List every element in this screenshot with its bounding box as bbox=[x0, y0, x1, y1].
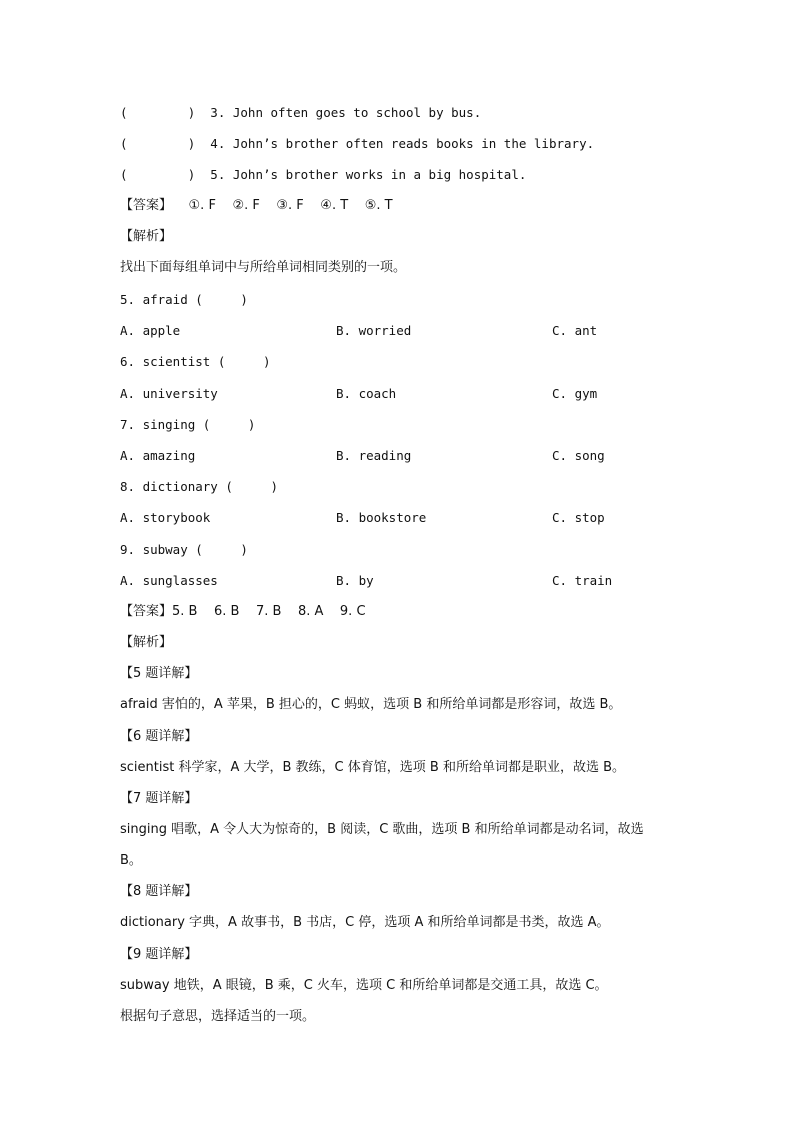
detail-title: 【9 题详解】 bbox=[120, 947, 198, 962]
tf-item-4: ( ) 4. John’s brother often reads books in the library. bbox=[120, 136, 595, 151]
question-stem: 6. scientist ( ) bbox=[120, 354, 271, 369]
detail-text: singing 唱歌，A 令人大为惊奇的，B 阅读，C 歌曲，选项 B 和所给单词都是动名词，故选 bbox=[120, 822, 644, 837]
option-b: B. by bbox=[336, 573, 374, 588]
detail-title: 【8 题详解】 bbox=[120, 884, 198, 899]
next-instruction: 根据句子意思，选择适当的一项。 bbox=[120, 1009, 316, 1024]
option-c: C. stop bbox=[552, 510, 605, 525]
answer-line-1: 【答案】 ①. F ②. F ③. F ④. T ⑤. T bbox=[120, 198, 393, 213]
detail-title: 【5 题详解】 bbox=[120, 666, 198, 681]
option-a: A. university bbox=[120, 386, 218, 401]
analysis-label-2: 【解析】 bbox=[120, 635, 173, 650]
option-a: A. sunglasses bbox=[120, 573, 218, 588]
detail-text: afraid 害怕的，A 苹果，B 担心的，C 蚂蚁，选项 B 和所给单词都是形容词，故选 B。 bbox=[120, 697, 622, 712]
detail-text: dictionary 字典，A 故事书，B 书店，C 停，选项 A 和所给单词都是书类，故选 A。 bbox=[120, 915, 610, 930]
question-stem: 7. singing ( ) bbox=[120, 417, 256, 432]
option-b: B. bookstore bbox=[336, 510, 427, 525]
question-stem: 8. dictionary ( ) bbox=[120, 479, 279, 494]
detail-title: 【6 题详解】 bbox=[120, 729, 198, 744]
option-b: B. worried bbox=[336, 323, 412, 338]
option-b: B. coach bbox=[336, 386, 397, 401]
option-a: A. storybook bbox=[120, 510, 211, 525]
detail-text: scientist 科学家，A 大学，B 教练，C 体育馆，选项 B 和所给单词都是职业，故选 B。 bbox=[120, 760, 626, 775]
analysis-label-1: 【解析】 bbox=[120, 229, 173, 244]
option-a: A. apple bbox=[120, 323, 181, 338]
option-c: C. song bbox=[552, 448, 605, 463]
instruction-text: 找出下面每组单词中与所给单词相同类别的一项。 bbox=[120, 260, 407, 275]
question-stem: 5. afraid ( ) bbox=[120, 292, 248, 307]
detail-text: subway 地铁，A 眼镜，B 乘，C 火车，选项 C 和所给单词都是交通工具，故选 C。 bbox=[120, 978, 608, 993]
option-c: C. train bbox=[552, 573, 613, 588]
question-stem: 9. subway ( ) bbox=[120, 542, 248, 557]
tf-item-5: ( ) 5. John’s brother works in a big hospital. bbox=[120, 167, 527, 182]
detail-text-continued: B。 bbox=[120, 853, 142, 868]
option-b: B. reading bbox=[336, 448, 412, 463]
option-c: C. ant bbox=[552, 323, 598, 338]
answer-line-2: 【答案】5. B 6. B 7. B 8. A 9. C bbox=[120, 604, 366, 619]
tf-item-3: ( ) 3. John often goes to school by bus. bbox=[120, 105, 482, 120]
detail-title: 【7 题详解】 bbox=[120, 791, 198, 806]
option-a: A. amazing bbox=[120, 448, 196, 463]
option-c: C. gym bbox=[552, 386, 598, 401]
